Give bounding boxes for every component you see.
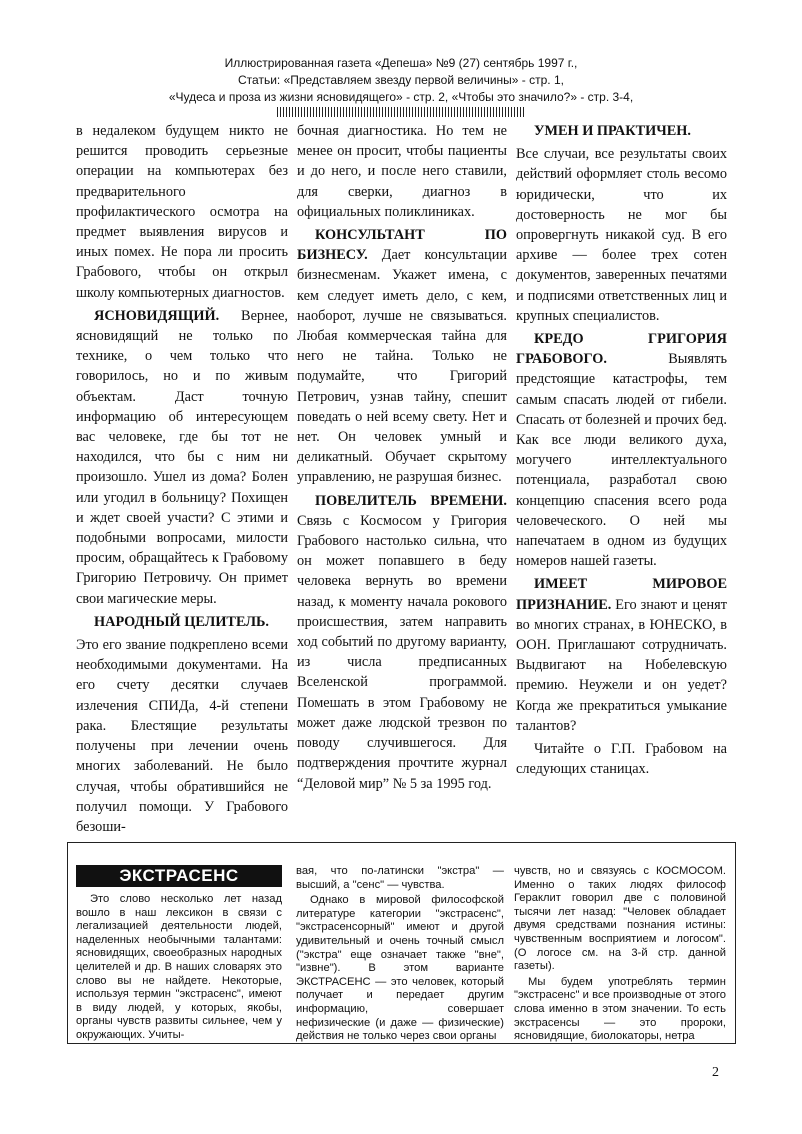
paragraph: ЯСНОВИДЯЩИЙ. Вернее, ясновидящий не только по технике, о чем только что говорилось, но и по живым объектам. Даст точную информацию об интересующем вас человеке, где бы тот не находился, что бы с ним ни произошло. Ушел из дома? Болен или угодил в больницу? Похищен и ждет своей участи? С этими и подобными вопросами, милости просим, обращайтесь к Грабовому Григорию Петровичу. Он примет свои магические меры. xyxy=(76,307,288,607)
section-heading: КОНСУЛЬТАНТ ПО БИЗНЕСУ. xyxy=(297,227,507,264)
paragraph: вая, что по-латински "экстра" — высший, а "сенс" — чувства. xyxy=(296,865,504,891)
header-line-1: Иллюстрированная газета «Депеша» №9 (27) сентябрь 1997 г., xyxy=(224,56,578,70)
paragraph: чувств, но и связуясь с КОСМОСОМ. Именно о таких людях философ Гераклит говорил две с половиной тысячи лет назад: "Человек обладает двумя средствами познания истины: чувственным восприятием и логосом". (О логосе см. на 3-й стр. данной газеты). xyxy=(514,865,726,973)
article-column-2 xyxy=(297,121,507,797)
box-banner-title: ЭКСТРАСЕНС xyxy=(76,865,282,887)
paragraph: Все случаи, все результаты своих действий оформляет столь весомо юридически, что их достоверность не мог бы опровергнуть никакой суд. В его архиве — более трех сотен документов, заверенных печатями и подписями ответственных лиц и крупных специалистов. xyxy=(516,146,727,324)
section-heading: ЯСНОВИДЯЩИЙ. xyxy=(94,307,220,324)
header-line-3: «Чудеса и проза из жизни ясновидящего» - стр. 2, «Чтобы это значило?» - стр. 3-4, xyxy=(168,90,634,104)
box-column-2 xyxy=(296,865,504,1044)
paragraph: Это его звание подкреплено всеми необходимыми документами. На его счету десятки случаев излечения СПИДа, 4-й степени рака. Блестящие результаты получены при лечении очень многих заболеваний. Не было случая, чтобы обратившийся не получил помощи. У Грабового безоши- xyxy=(76,637,288,835)
paragraph: бочная диагностика. Но тем не менее он просит, чтобы пациенты и до него, и после него ставили, для сверки, диагноз в официальных поликлиниках. xyxy=(297,123,507,220)
box-column-3 xyxy=(514,865,726,1044)
page-number: 2 xyxy=(712,1065,719,1080)
paragraph: КОНСУЛЬТАНТ ПО БИЗНЕСУ. Дает консультации бизнесменам. Укажет имена, с кем следует иметь дело, с кем, наоборот, лучше не связываться. Любая коммерческая тайна для него не тайна. Только не подумайте, что Григорий Петрович, узнав тайну, спешит поведать о ней всему свету. Нет и нет. Он человек умный и деликатный. Обучает скрытому управлению, не разрушая бизнес. xyxy=(297,227,507,486)
paragraph: в недалеком будущем никто не решится проводить серьезные операции на компьютерах без предварительного профилактического осмотра на предмет выявления вирусов и иных помех. Не пора ли просить Грабового, чтобы он открыл школу компьютерных диагностов. xyxy=(76,123,288,301)
section-heading: КРЕДО ГРИГОРИЯ ГРАБОВОГО. xyxy=(516,331,727,368)
paragraph: Однако в мировой философской литературе категории "экстрасенс", "экстрасенсорный" имеют и другой удивительный и очень точный смысл ("экстра" еще означает также "вне", "извне"). В этом варианте ЭКСТРАСЕНС — это человек, который получает и передает другим информацию, совершает нефизические (и даже — физические) действия не только через свои органы xyxy=(296,894,504,1043)
section-heading: НАРОДНЫЙ ЦЕЛИТЕЛЬ. xyxy=(94,613,269,630)
box-column-1 xyxy=(76,847,282,1044)
article-column-3 xyxy=(516,121,727,783)
paragraph: ИМЕЕТ МИРОВОЕ ПРИЗНАНИЕ. Его знают и ценят во многих странах, в ЮНЕСКО, в ООН. Приглашают сотрудничать. Выдвигают на Нобелевскую премию. Неужели и он уедет? Когда же прекратиться умыкание талантов? xyxy=(516,576,727,734)
paragraph: КРЕДО ГРИГОРИЯ ГРАБОВОГО. Выявлять предстоящие катастрофы, тем самым спасать людей от гибели. Спасать от болезней и прочих бед. Как все люди великого духа, могучего интеллектуального потенциала, разработал свою концепцию спасения всего рода человеческого. О ней мы напечатаем в одном из будущих номеров нашей газеты. xyxy=(516,331,727,570)
article-column-1 xyxy=(76,121,288,840)
publication-header xyxy=(0,55,802,117)
header-hatch-rule xyxy=(277,107,525,117)
paragraph: Мы будем употреблять термин "экстрасенс" и все производные от этого слова именно в этом значении. То есть экстрасенсы — это пророки, ясновидящие, биолокаторы, нетра xyxy=(514,975,726,1043)
sidebar-box-extrasens xyxy=(67,842,736,1044)
header-line-2: Статьи: «Представляем звезду первой величины» - стр. 1, xyxy=(238,73,564,87)
section-heading: УМЕН И ПРАКТИЧЕН. xyxy=(534,123,692,139)
section-heading: ИМЕЕТ МИРОВОЕ ПРИЗНАНИЕ. xyxy=(516,576,727,613)
paragraph: ПОВЕЛИТЕЛЬ ВРЕМЕНИ. Связь с Космосом у Григория Грабового настолько сильна, что он может попавшего в беду человека вернуть во времени назад, к моменту начала рокового происшествия, затем направить ход событий по другому варианту, из числа предписанных Вселенской программой. Помешать в этом Грабовому не может даже людской трезвон по поводу случившегося. Для подтверждения прочтите журнал “Деловой мир” № 5 за 1995 год. xyxy=(297,492,507,792)
section-heading: ПОВЕЛИТЕЛЬ ВРЕМЕНИ. xyxy=(315,492,507,509)
paragraph: Читайте о Г.П. Грабовом на следующих станицах. xyxy=(516,741,727,778)
paragraph: Это слово несколько лет назад вошло в наш лексикон в связи с легализацией деятельности людей, наделенных необычными талантами: ясновидящих, своеобразных народных целителей и др. В наших словарях это слово вы не найдете. Некоторые, используя термин "экстрасенс", имеют в виду людей, у которых, якобы, органы чувств развиты сильнее, чем у окружающих. Учиты- xyxy=(76,893,282,1041)
